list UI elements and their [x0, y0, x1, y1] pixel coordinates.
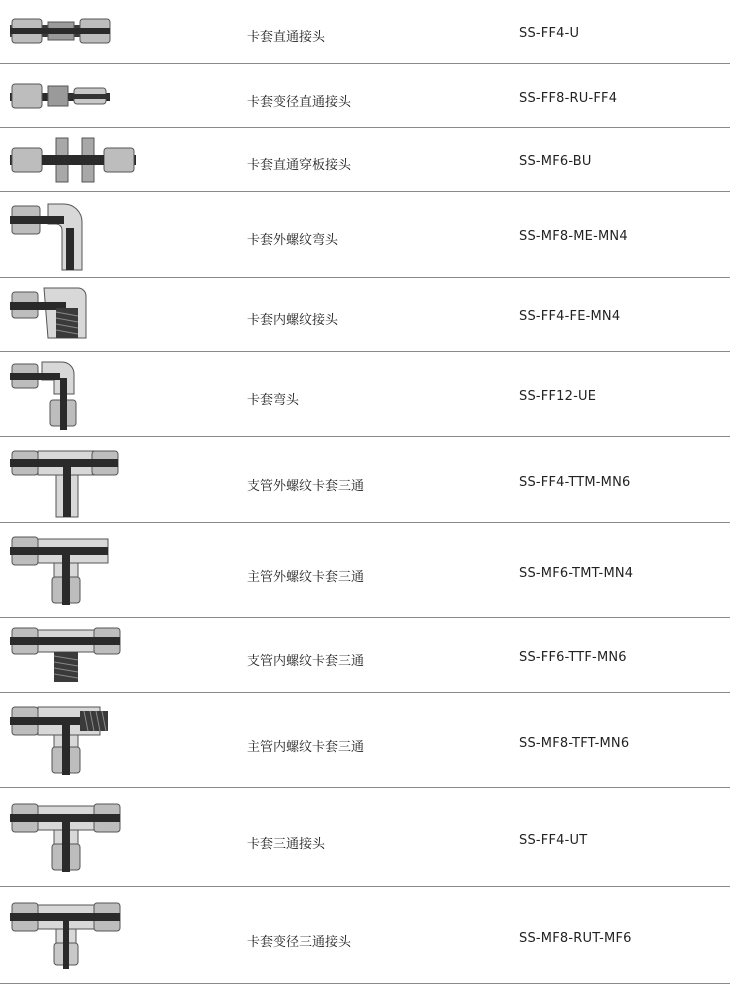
female-elbow-icon — [8, 278, 144, 351]
reducing-union-icon — [8, 64, 144, 127]
union-tee-icon — [8, 788, 144, 886]
product-name: 卡套内螺纹接头 — [247, 313, 339, 328]
table-row — [0, 64, 730, 128]
table-row — [0, 128, 730, 192]
male-elbow-icon — [8, 192, 144, 277]
product-code: SS-FF4-FE-MN4 — [519, 309, 621, 324]
female-run-tee-icon — [8, 693, 144, 787]
product-name: 卡套直通接头 — [247, 30, 326, 45]
table-row — [0, 788, 730, 887]
product-code: SS-MF6-TMT-MN4 — [519, 566, 634, 581]
male-run-tee-icon — [8, 523, 144, 617]
product-code: SS-MF8-TFT-MN6 — [519, 736, 630, 751]
bulkhead-union-icon — [8, 128, 144, 191]
table-row — [0, 887, 730, 984]
table-row — [0, 618, 730, 693]
male-branch-tee-icon — [8, 437, 144, 522]
table-row — [0, 352, 730, 437]
reducing-union-tee-icon — [8, 887, 144, 983]
union-elbow-icon — [8, 352, 144, 436]
product-code: SS-FF12-UE — [519, 389, 597, 404]
product-code: SS-MF8-RUT-MF6 — [519, 931, 632, 946]
product-code: SS-FF6-TTF-MN6 — [519, 650, 627, 665]
product-code: SS-FF4-U — [519, 26, 580, 41]
product-code: SS-FF8-RU-FF4 — [519, 91, 618, 106]
product-name: 卡套直通穿板接头 — [247, 158, 352, 173]
table-row — [0, 278, 730, 352]
product-name: 主管内螺纹卡套三通 — [247, 740, 365, 755]
straight-union-icon — [8, 0, 144, 63]
product-code: SS-FF4-UT — [519, 833, 588, 848]
product-name: 卡套外螺纹弯头 — [247, 233, 339, 248]
product-name: 卡套变径直通接头 — [247, 95, 352, 110]
product-name: 支管内螺纹卡套三通 — [247, 654, 365, 669]
table-row — [0, 523, 730, 618]
product-name: 支管外螺纹卡套三通 — [247, 479, 365, 494]
product-code: SS-FF4-TTM-MN6 — [519, 475, 631, 490]
product-name: 卡套弯头 — [247, 393, 300, 408]
table-row — [0, 0, 730, 64]
product-code: SS-MF6-BU — [519, 154, 592, 169]
table-row — [0, 693, 730, 788]
table-row — [0, 437, 730, 523]
table-row — [0, 192, 730, 278]
product-code: SS-MF8-ME-MN4 — [519, 229, 628, 244]
product-name: 主管外螺纹卡套三通 — [247, 570, 365, 585]
product-name: 卡套变径三通接头 — [247, 935, 352, 950]
product-name: 卡套三通接头 — [247, 837, 326, 852]
female-branch-tee-icon — [8, 618, 144, 692]
